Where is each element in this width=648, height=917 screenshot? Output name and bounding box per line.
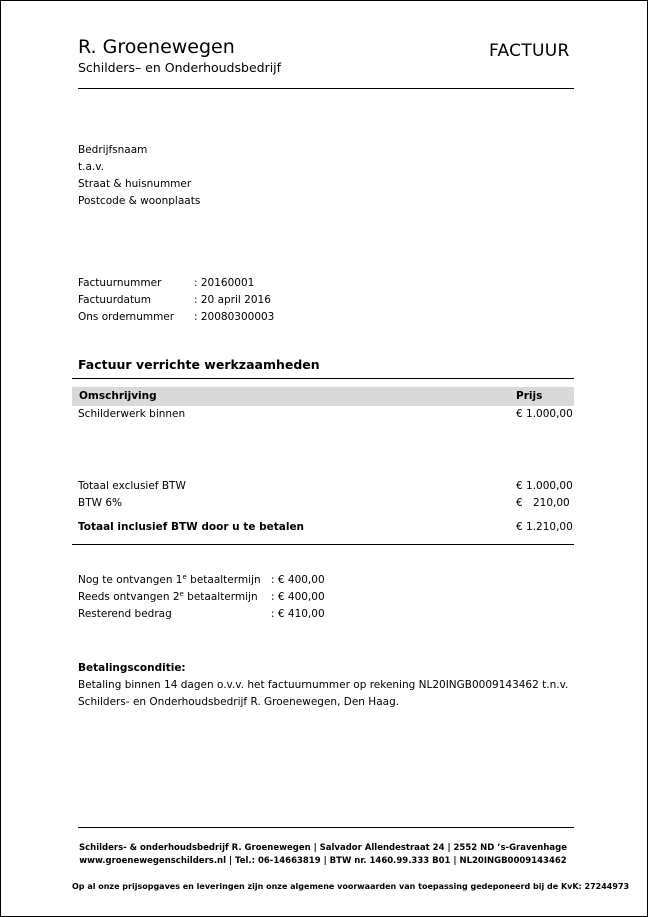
- recipient-address: [78, 142, 200, 210]
- meta-value: : 20080300003: [194, 311, 275, 323]
- company-subtitle: Schilders– en Onderhoudsbedrijf: [78, 60, 282, 75]
- recipient-line: Bedrijfsnaam: [78, 144, 148, 156]
- term-label: Reeds ontvangen 2e betaaltermijn: [78, 590, 258, 603]
- meta-label: Factuurnummer: [78, 277, 162, 289]
- term-row: [78, 606, 378, 623]
- section-divider: [72, 378, 574, 379]
- table-row-description: Schilderwerk binnen: [78, 408, 186, 420]
- vat-label: BTW 6%: [78, 497, 122, 509]
- column-header-price: Prijs: [516, 390, 543, 402]
- footer-divider: [78, 827, 574, 828]
- column-header-description: Omschrijving: [79, 390, 157, 402]
- meta-value: : 20 april 2016: [194, 294, 271, 306]
- section-title: Factuur verrichte werkzaamheden: [78, 357, 320, 372]
- total-excl-label: Totaal exclusief BTW: [78, 480, 186, 492]
- term-label: Nog te ontvangen 1e betaaltermijn: [78, 573, 261, 586]
- header-divider: [78, 88, 574, 89]
- recipient-line: Straat & huisnummer: [78, 178, 192, 190]
- vat-value: 210,00: [533, 497, 570, 509]
- vat-currency: €: [516, 497, 523, 509]
- meta-value: : 20160001: [194, 277, 255, 289]
- footer-contact: www.groenewegenschilders.nl | Tel.: 06-14663819 | BTW nr. 1460.99.333 B01 | NL20INGB0009143462: [79, 856, 567, 866]
- meta-label: Ons ordernummer: [78, 311, 175, 323]
- payment-line: Schilders- en Onderhoudsbedrijf R. Groenewegen, Den Haag.: [78, 696, 400, 708]
- table-row-price: € 1.000,00: [516, 408, 573, 420]
- term-row: [78, 572, 378, 589]
- meta-invoice-date: [78, 292, 378, 309]
- payment-heading: Betalingsconditie:: [78, 662, 186, 674]
- payment-line: Betaling binnen 14 dagen o.v.v. het factuurnummer op rekening NL20INGB0009143462 t.n.v.: [78, 679, 569, 691]
- term-value: : € 410,00: [271, 608, 325, 620]
- total-incl-value: € 1.210,00: [516, 521, 573, 533]
- footer-terms: Op al onze prijsopgaves en leveringen zijn onze algemene voorwaarden van toepassing gedeponeerd bij de KvK: 27244973: [72, 882, 630, 891]
- meta-label: Factuurdatum: [78, 294, 151, 306]
- term-value: : € 400,00: [271, 591, 325, 603]
- total-excl-value: € 1.000,00: [516, 480, 573, 492]
- term-label: Resterend bedrag: [78, 608, 172, 620]
- term-value: : € 400,00: [271, 574, 325, 586]
- total-incl-label: Totaal inclusief BTW door u te betalen: [78, 521, 305, 533]
- term-row: [78, 589, 378, 606]
- company-name: R. Groenewegen: [78, 36, 235, 58]
- table-header: [72, 387, 574, 406]
- meta-order-number: [78, 309, 378, 326]
- footer-address: Schilders- & onderhoudsbedrijf R. Groenewegen | Salvador Allendestraat 24 | 2552 ND ’s-Gravenhage: [79, 843, 567, 853]
- recipient-line: t.a.v.: [78, 161, 104, 173]
- meta-invoice-number: [78, 275, 378, 292]
- totals-divider: [72, 544, 574, 545]
- recipient-line: Postcode & woonplaats: [78, 195, 201, 207]
- document-title: FACTUUR: [489, 41, 570, 61]
